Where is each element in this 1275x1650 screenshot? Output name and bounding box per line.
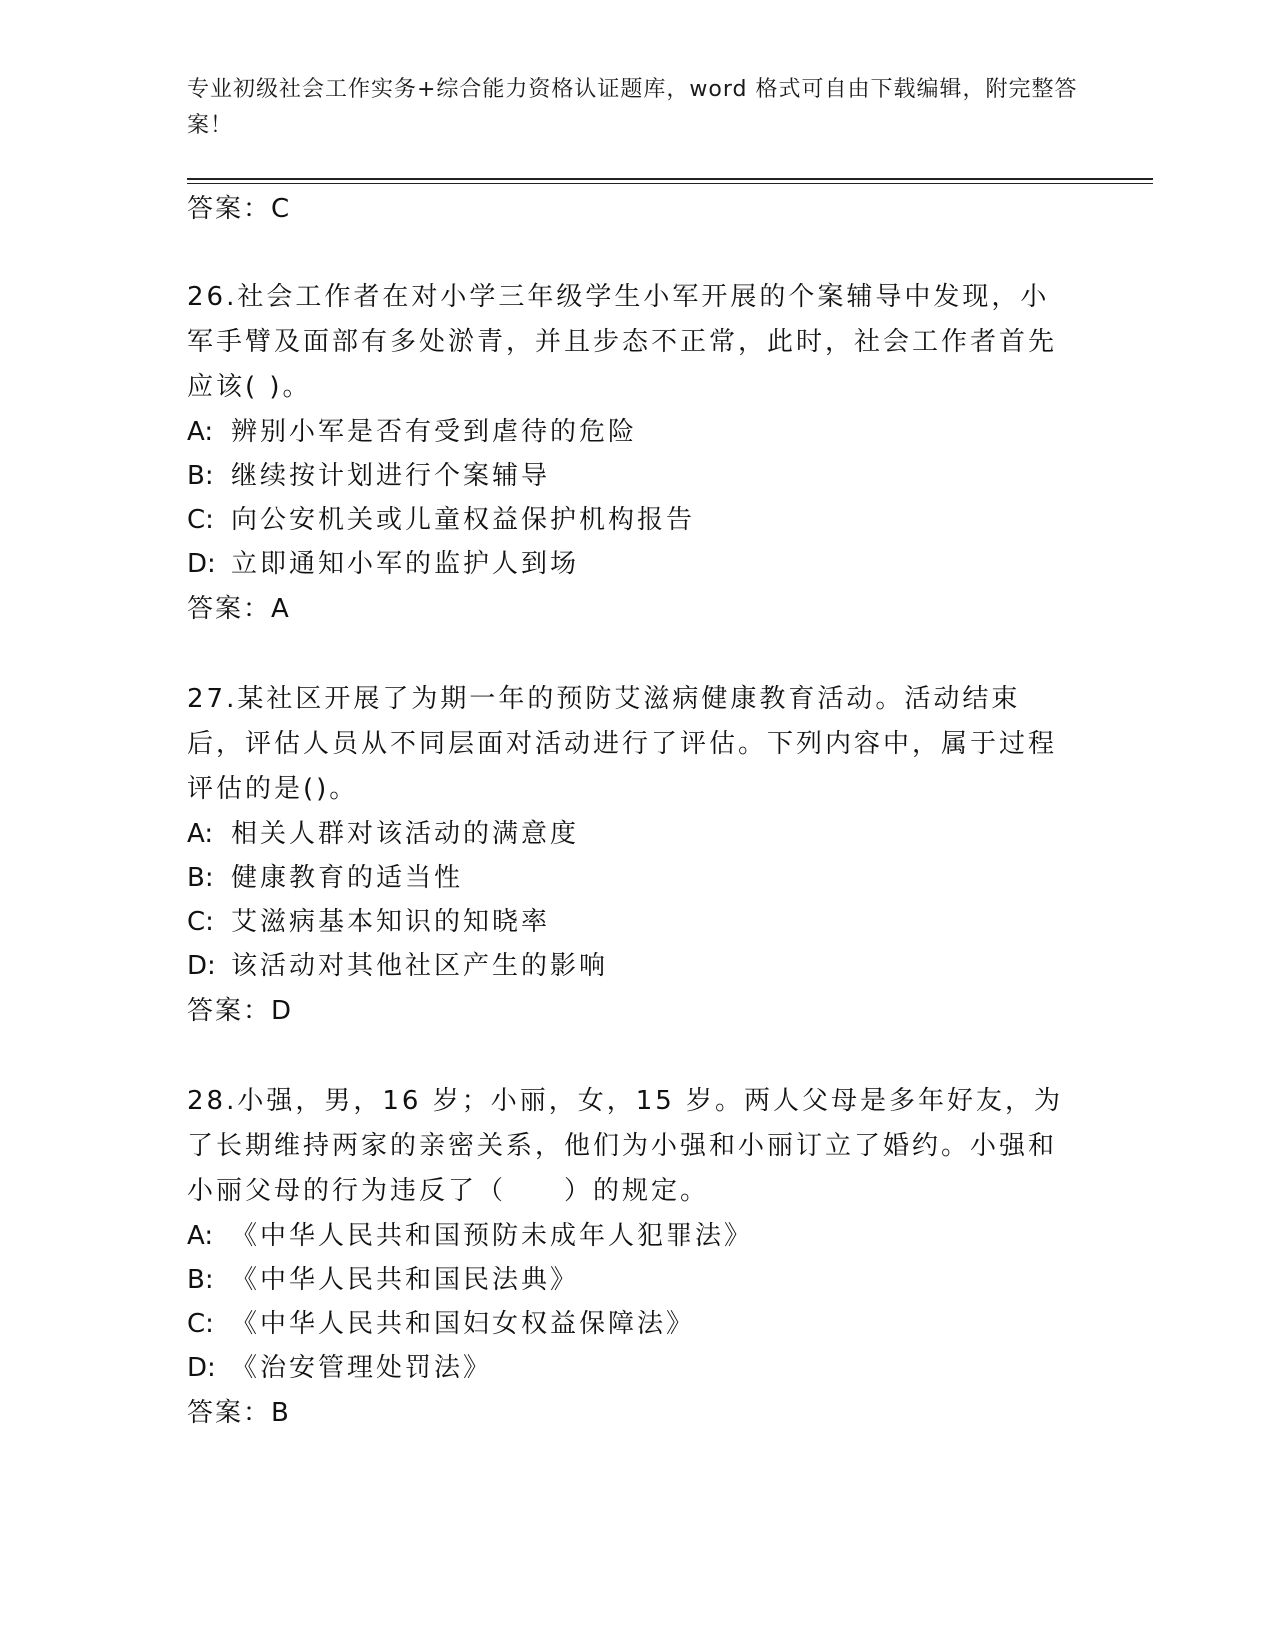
- option-letter: C:: [187, 1309, 214, 1339]
- page-header: 专业初级社会工作实务+综合能力资格认证题库，word 格式可自由下载编辑，附完整答案！: [187, 77, 1078, 138]
- question-27-option-b: [187, 858, 463, 898]
- question-28-option-d: [187, 1348, 492, 1388]
- header-rule-thick: [187, 178, 1153, 180]
- question-28-option-a: [187, 1216, 753, 1256]
- option-letter: B:: [187, 863, 214, 893]
- option-text: 该活动对其他社区产生的影响: [231, 951, 609, 981]
- option-letter: B:: [187, 1265, 214, 1295]
- option-text: 《中华人民共和国预防未成年人犯罪法》: [231, 1221, 754, 1251]
- option-letter: A:: [187, 819, 214, 849]
- header-rule-thin: [187, 183, 1153, 184]
- option-letter: D:: [187, 1353, 216, 1383]
- question-27-stem: 27.某社区开展了为期一年的预防艾滋病健康教育活动。活动结束后，评估人员从不同层面对活动进行了评估。下列内容中，属于过程评估的是()。: [187, 684, 1058, 804]
- option-text: 健康教育的适当性: [231, 863, 464, 893]
- option-text: 相关人群对该活动的满意度: [231, 819, 580, 849]
- option-letter: C:: [187, 505, 214, 535]
- option-letter: D:: [187, 951, 216, 981]
- option-text: 向公安机关或儿童权益保护机构报告: [231, 505, 696, 535]
- question-28-stem: 28.小强，男，16 岁；小丽，女，15 岁。两人父母是多年好友，为了长期维持两家的亲密关系，他们为小强和小丽订立了婚约。小强和小丽父母的行为违反了（ ）的规定。: [187, 1086, 1064, 1206]
- question-27-option-d: [187, 946, 608, 986]
- question-26-option-b: [187, 456, 550, 496]
- option-letter: D:: [187, 549, 216, 579]
- option-letter: A:: [187, 1221, 214, 1251]
- option-text: 立即通知小军的监护人到场: [231, 549, 580, 579]
- previous-answer: 答案：C: [187, 194, 292, 224]
- question-26-stem: 26.社会工作者在对小学三年级学生小军开展的个案辅导中发现，小军手臂及面部有多处淤青，并且步态不正常，此时，社会工作者首先应该( )。: [187, 282, 1058, 402]
- question-28-option-b: [187, 1260, 579, 1300]
- option-text: 辨别小军是否有受到虐待的危险: [231, 417, 638, 447]
- option-text: 《中华人民共和国民法典》: [231, 1265, 580, 1295]
- question-26-option-d: [187, 544, 579, 584]
- question-28-option-c: [187, 1304, 695, 1344]
- question-27-option-a: [187, 814, 579, 854]
- question-26-answer: 答案：A: [187, 594, 291, 624]
- question-28-answer: 答案：B: [187, 1398, 291, 1428]
- question-27-option-c: [187, 902, 550, 942]
- question-26-option-a: [187, 412, 637, 452]
- option-letter: B:: [187, 461, 214, 491]
- option-text: 《中华人民共和国妇女权益保障法》: [231, 1309, 696, 1339]
- option-text: 《治安管理处罚法》: [231, 1353, 493, 1383]
- option-letter: A:: [187, 417, 214, 447]
- option-letter: C:: [187, 907, 214, 937]
- option-text: 艾滋病基本知识的知晓率: [231, 907, 551, 937]
- option-text: 继续按计划进行个案辅导: [231, 461, 551, 491]
- question-26-option-c: [187, 500, 695, 540]
- question-27-answer: 答案：D: [187, 996, 294, 1026]
